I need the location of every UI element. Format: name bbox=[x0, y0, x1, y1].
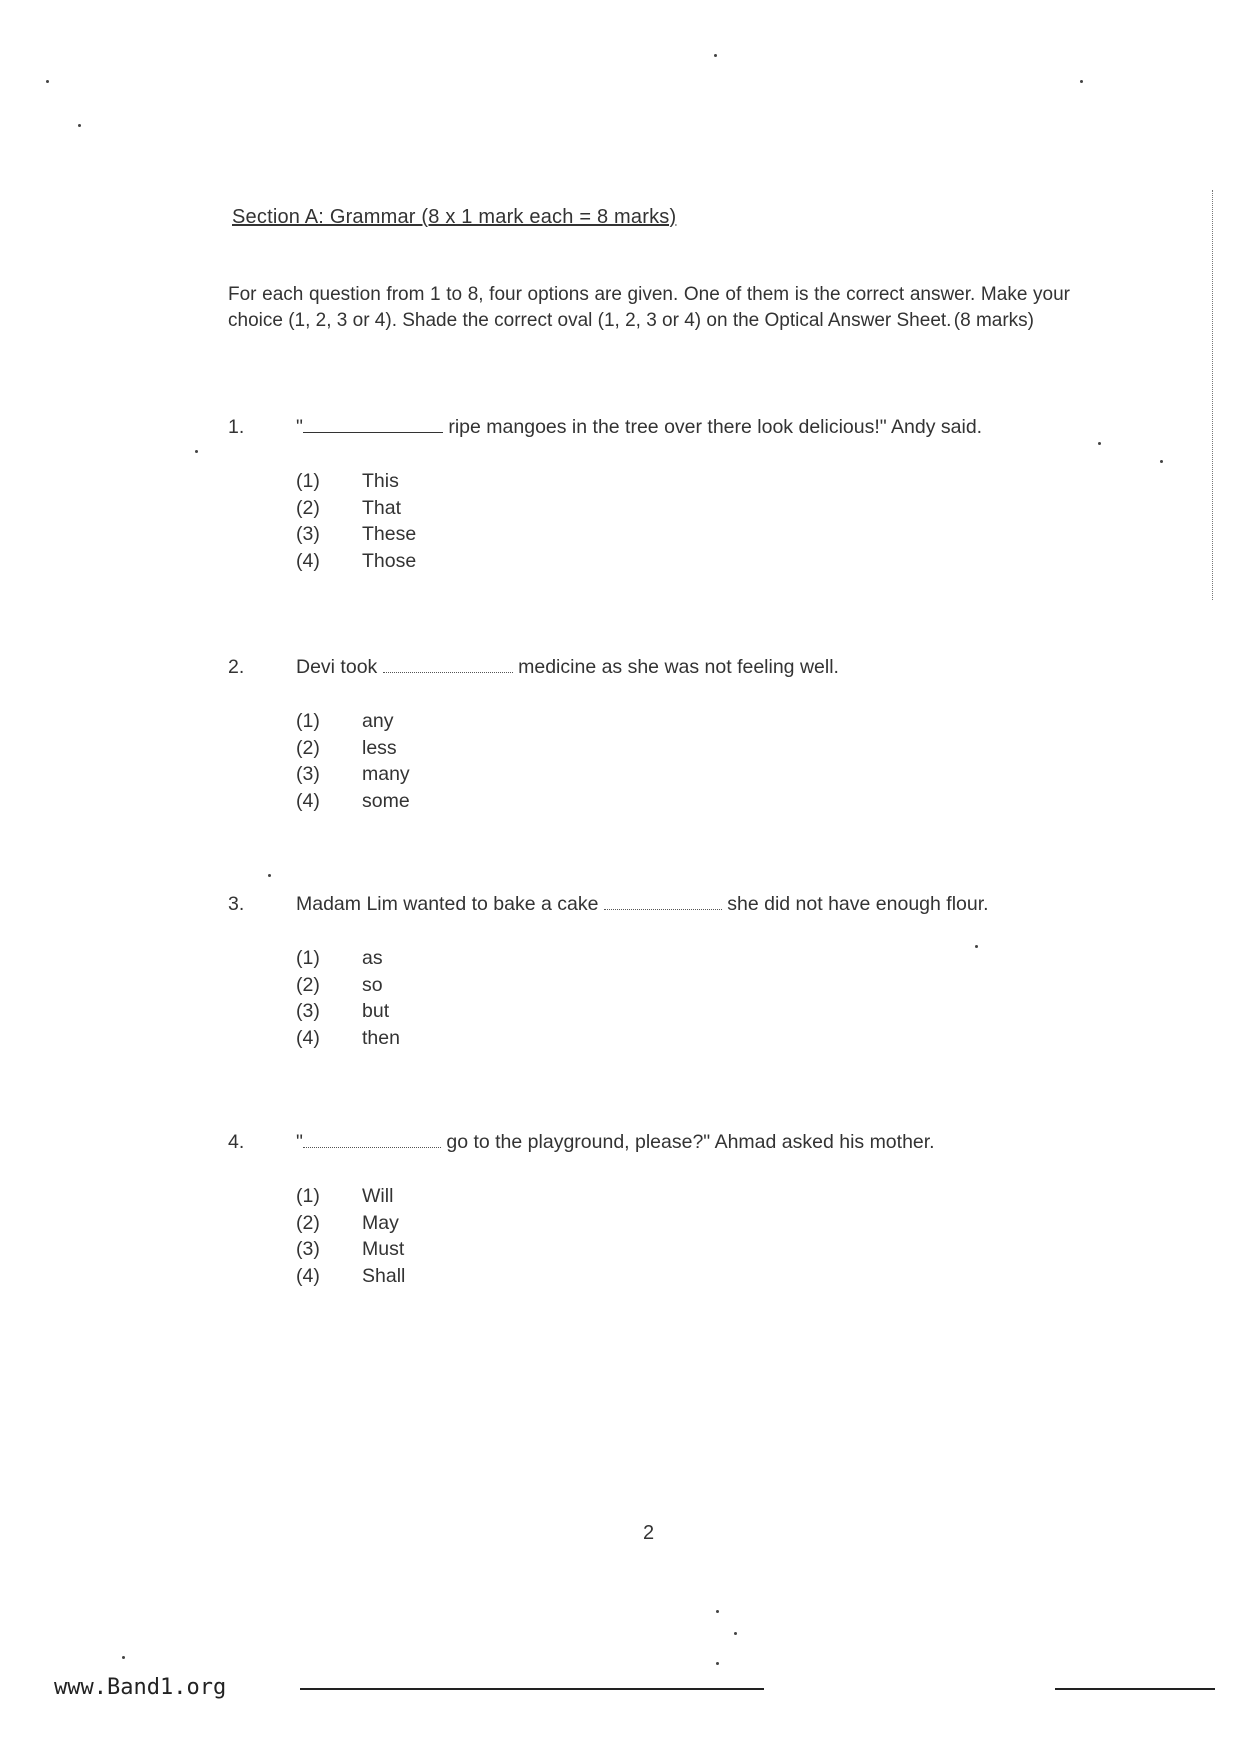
option bbox=[296, 945, 596, 972]
option-text: many bbox=[362, 763, 410, 785]
option-text: Must bbox=[362, 1238, 405, 1260]
option-text: These bbox=[362, 523, 417, 545]
option-number: (1) bbox=[296, 1185, 320, 1207]
scan-speck bbox=[78, 124, 81, 127]
option-number: (2) bbox=[296, 736, 320, 759]
option bbox=[296, 998, 596, 1025]
instructions bbox=[228, 282, 1070, 334]
option-text: any bbox=[362, 710, 394, 732]
page-number: 2 bbox=[643, 1522, 655, 1544]
question-text-before: Devi took bbox=[296, 656, 383, 678]
question-text-before: " bbox=[296, 1131, 303, 1153]
option-text: Will bbox=[362, 1185, 394, 1207]
option-number: (3) bbox=[296, 1238, 320, 1260]
question-text-before: " bbox=[296, 416, 303, 438]
option-text: then bbox=[362, 1026, 400, 1049]
question-text bbox=[296, 656, 839, 679]
option bbox=[296, 1025, 596, 1052]
option bbox=[296, 1263, 596, 1290]
question-text-before: Madam Lim wanted to bake a cake bbox=[296, 893, 604, 915]
scan-speck bbox=[734, 1632, 737, 1635]
option-text: That bbox=[362, 496, 402, 519]
option-number: (3) bbox=[296, 763, 320, 785]
option-text: as bbox=[362, 947, 383, 969]
scan-speck bbox=[716, 1662, 719, 1665]
scan-speck bbox=[975, 945, 978, 948]
answer-blank bbox=[303, 416, 443, 433]
options-list bbox=[296, 1183, 596, 1289]
footer-site-link[interactable]: www.Band1.org bbox=[54, 1675, 227, 1700]
option-number: (1) bbox=[296, 947, 320, 969]
question-number: 3. bbox=[228, 893, 245, 915]
option-number: (1) bbox=[296, 470, 320, 492]
scan-speck bbox=[714, 54, 717, 57]
option-number: (2) bbox=[296, 1211, 320, 1234]
option-text: but bbox=[362, 1000, 390, 1022]
option-text: some bbox=[362, 789, 410, 812]
question-text-after: go to the playground, please?" Ahmad asked his mother. bbox=[440, 1131, 935, 1153]
option bbox=[296, 761, 596, 788]
footer-rule bbox=[300, 1688, 764, 1690]
question-text bbox=[296, 1131, 935, 1154]
option bbox=[296, 1210, 596, 1237]
question-text bbox=[296, 416, 982, 439]
instructions-marks: (8 marks) bbox=[953, 310, 1034, 331]
option bbox=[296, 548, 596, 575]
option bbox=[296, 735, 596, 762]
answer-blank bbox=[303, 1131, 441, 1148]
option-text: less bbox=[362, 736, 397, 759]
question-number: 1. bbox=[228, 416, 245, 438]
option-number: (3) bbox=[296, 1000, 320, 1022]
scan-speck bbox=[122, 1656, 125, 1659]
answer-blank bbox=[604, 893, 722, 910]
option-number: (3) bbox=[296, 523, 320, 545]
option-number: (2) bbox=[296, 496, 320, 519]
scan-speck bbox=[1080, 80, 1083, 83]
options-list bbox=[296, 945, 596, 1051]
options-list bbox=[296, 708, 596, 814]
option bbox=[296, 972, 596, 999]
option-number: (2) bbox=[296, 973, 320, 996]
option-number: (4) bbox=[296, 1026, 320, 1049]
scan-speck bbox=[195, 450, 198, 453]
instructions-text: For each question from 1 to 8, four options are given. One of them is the correct answer. Make your choice (1, 2, 3 or 4). Shade the correct oval (1, 2, 3 or 4) on the Optical Answer Sheet. bbox=[228, 284, 1070, 331]
scan-speck bbox=[268, 874, 271, 877]
option-number: (4) bbox=[296, 1264, 320, 1287]
option bbox=[296, 1236, 596, 1263]
scan-speck bbox=[716, 1610, 719, 1613]
question-text-after: medicine as she was not feeling well. bbox=[512, 656, 839, 678]
option-number: (4) bbox=[296, 549, 320, 572]
option-text: so bbox=[362, 973, 383, 996]
option-text: Those bbox=[362, 549, 417, 572]
option bbox=[296, 495, 596, 522]
option-text: Shall bbox=[362, 1264, 406, 1287]
scan-speck bbox=[1160, 460, 1163, 463]
scan-edge-mark bbox=[1212, 190, 1213, 600]
scan-speck bbox=[46, 80, 49, 83]
question-text-after: ripe mangoes in the tree over there look delicious!" Andy said. bbox=[442, 416, 983, 438]
option bbox=[296, 521, 596, 548]
question-text-after: she did not have enough flour. bbox=[721, 893, 989, 915]
question-number: 4. bbox=[228, 1131, 245, 1153]
scan-speck bbox=[1098, 442, 1101, 445]
options-list bbox=[296, 468, 596, 574]
question-text bbox=[296, 893, 989, 916]
option-text: May bbox=[362, 1211, 399, 1234]
option bbox=[296, 788, 596, 815]
option bbox=[296, 1183, 596, 1210]
answer-blank bbox=[383, 656, 513, 673]
section-title: Section A: Grammar (8 x 1 mark each = 8 marks) bbox=[232, 206, 677, 228]
option-number: (4) bbox=[296, 789, 320, 812]
option bbox=[296, 468, 596, 495]
footer-rule-right bbox=[1055, 1688, 1215, 1690]
option-text: This bbox=[362, 470, 399, 492]
option-number: (1) bbox=[296, 710, 320, 732]
option bbox=[296, 708, 596, 735]
question-number: 2. bbox=[228, 656, 245, 678]
